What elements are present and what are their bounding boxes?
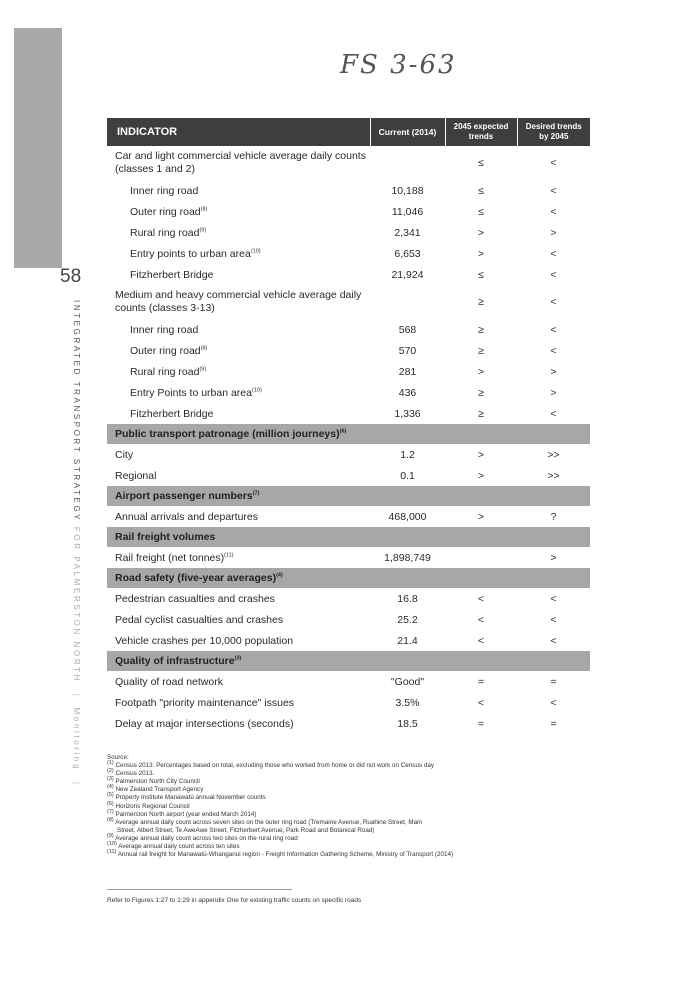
table-row xyxy=(107,146,590,180)
row-expected: < xyxy=(477,592,485,605)
source-text: Palmerston North airport (year ended March 2014) xyxy=(115,810,257,818)
source-item xyxy=(107,827,577,835)
row-expected: ≤ xyxy=(478,205,484,218)
sidebar-grey-bar xyxy=(14,28,62,268)
handwritten-note: FS 3-63 xyxy=(340,50,457,80)
row-desired: < xyxy=(550,247,557,260)
row-desired: > xyxy=(550,386,557,399)
section-label: Quality of infrastructure$^{(3)}$ xyxy=(107,651,590,671)
row-current: 568 xyxy=(398,323,417,336)
row-label: Fitzherbert Bridge xyxy=(130,268,214,281)
row-label: Rail freight (net tonnes)$^{(11)}$ xyxy=(115,551,234,564)
source-text: Census 2013. xyxy=(115,770,155,778)
table-row xyxy=(107,403,590,424)
table-row xyxy=(107,609,590,630)
row-current xyxy=(370,146,445,180)
row-desired: < xyxy=(550,323,557,336)
row-label: Quality of road network xyxy=(115,675,223,688)
section-header-infrastructure xyxy=(107,651,590,671)
source-item xyxy=(107,816,577,827)
row-label: Vehicle crashes per 10,000 population xyxy=(115,634,294,647)
row-label: Pedestrian casualties and crashes xyxy=(115,592,275,605)
source-text: Annual rail freight for Manawatū-Whanganui region - Freight Information Gathering Scheme, Ministry of Transport (2014) xyxy=(117,851,454,859)
section-header-road-safety xyxy=(107,568,590,588)
row-desired: > xyxy=(550,365,557,378)
source-number: (10) xyxy=(107,840,117,847)
row-current: 11,046 xyxy=(391,205,424,218)
source-item xyxy=(107,832,577,843)
row-label: Rural ring road$^{(9)}$ xyxy=(130,365,207,378)
row-current: 436 xyxy=(398,386,417,399)
row-current: "Good" xyxy=(390,675,425,688)
row-current xyxy=(370,285,445,319)
row-expected: ≤ xyxy=(478,184,484,197)
indicator-table xyxy=(107,118,590,734)
row-current: 570 xyxy=(398,344,417,357)
source-item xyxy=(107,800,577,811)
row-expected: > xyxy=(477,448,485,461)
row-desired: < xyxy=(550,156,557,169)
source-text: Street, Albert Street, Te AweAwe Street, Fitzherbert Avenue, Park Road and Botanical Road) xyxy=(117,826,375,834)
table-row xyxy=(107,285,590,319)
sidebar-vertical-title xyxy=(72,300,81,791)
row-expected: = xyxy=(477,717,485,730)
header-current: Current (2014) xyxy=(370,118,445,146)
row-expected: ≥ xyxy=(478,407,484,420)
source-text: Palmerston North City Council xyxy=(115,778,200,786)
table-row xyxy=(107,506,590,527)
row-expected: ≥ xyxy=(478,344,484,357)
sidebar-end-mark: | xyxy=(72,781,81,785)
table-row xyxy=(107,465,590,486)
row-current: 0.1 xyxy=(400,469,415,482)
source-number: (2) xyxy=(107,768,114,775)
row-desired: < xyxy=(550,407,557,420)
row-label: Outer ring road$^{(8)}$ xyxy=(130,205,208,218)
row-desired: ? xyxy=(550,510,557,523)
table-row xyxy=(107,222,590,243)
table-row xyxy=(107,264,590,285)
row-desired: < xyxy=(550,344,557,357)
row-expected: > xyxy=(477,365,485,378)
table-row xyxy=(107,713,590,734)
row-label: Inner ring road xyxy=(130,323,199,336)
section-label: Airport passenger numbers$^{(7)}$ xyxy=(107,486,590,506)
row-expected xyxy=(445,547,517,568)
row-desired: < xyxy=(550,295,557,308)
source-text: Average annual daily count across two sites on the rural ring road xyxy=(115,834,298,842)
row-expected: ≤ xyxy=(478,156,484,169)
source-text: Property Institute Manawatū annual November counts xyxy=(115,794,266,802)
row-desired: = xyxy=(550,717,557,730)
row-desired: = xyxy=(550,675,557,688)
source-item xyxy=(107,851,577,859)
source-item xyxy=(107,808,577,819)
row-label: Delay at major intersections (seconds) xyxy=(115,717,294,730)
source-number: (6) xyxy=(107,800,114,807)
row-current: 21.4 xyxy=(397,634,418,647)
table-row xyxy=(107,444,590,465)
section-label: Rail freight volumes xyxy=(107,527,590,547)
sidebar-subtitle: FOR PALMERSTON NORTH xyxy=(72,526,81,683)
source-number: (11) xyxy=(107,849,117,856)
row-label: Entry points to urban area$^{(10)}$ xyxy=(130,247,261,260)
section-label: Road safety (five-year averages)$^{(4)}$ xyxy=(107,568,590,588)
row-label: Rural ring road$^{(9)}$ xyxy=(130,226,207,239)
row-expected: ≥ xyxy=(478,295,484,308)
row-expected: > xyxy=(477,510,485,523)
row-current: 10,188 xyxy=(391,184,424,197)
row-desired: < xyxy=(550,613,557,626)
source-text: Census 2013. Percentages based on total, excluding those who worked from home or did not work on Census day xyxy=(115,762,435,770)
section-label: Public transport patronage (million journeys)$^{(6)}$ xyxy=(107,424,590,444)
table-row xyxy=(107,630,590,651)
source-number: (8) xyxy=(107,816,114,823)
source-item xyxy=(107,840,577,851)
row-current: 21,924 xyxy=(391,268,424,281)
source-number: (4) xyxy=(107,784,114,791)
source-number: (5) xyxy=(107,792,114,799)
header-indicator: INDICATOR xyxy=(107,118,370,146)
header-expected: 2045 expected trends xyxy=(445,118,517,146)
row-label: Annual arrivals and departures xyxy=(115,510,259,523)
source-number: (7) xyxy=(107,808,114,815)
row-desired: < xyxy=(550,634,557,647)
source-text: New Zealand Transport Agency xyxy=(115,786,204,794)
row-label: Fitzherbert Bridge xyxy=(130,407,214,420)
source-text: Average annual daily count across ten sites xyxy=(118,843,240,851)
row-current: 2,341 xyxy=(394,226,421,239)
footnote-divider xyxy=(107,889,292,890)
row-label: City xyxy=(115,448,134,461)
row-current: 1,898,749 xyxy=(384,551,431,564)
table-row xyxy=(107,382,590,403)
row-expected: ≥ xyxy=(478,323,484,336)
row-desired: < xyxy=(550,205,557,218)
sidebar-section: Monitoring xyxy=(72,707,81,772)
section-header-rail-freight xyxy=(107,527,590,547)
row-desired: < xyxy=(550,592,557,605)
page-number: 58 xyxy=(60,266,82,287)
table-row xyxy=(107,319,590,340)
row-current: 6,653 xyxy=(394,247,421,260)
row-label: Medium and heavy commercial vehicle average daily counts (classes 3-13) xyxy=(115,289,362,314)
row-expected: > xyxy=(477,226,485,239)
source-item xyxy=(107,762,577,770)
table-row xyxy=(107,588,590,609)
row-desired: > xyxy=(550,226,557,239)
row-current: 25.2 xyxy=(397,613,418,626)
table-row xyxy=(107,671,590,692)
row-label: Entry Points to urban area$^{(10)}$ xyxy=(130,386,262,399)
row-expected: = xyxy=(477,675,485,688)
row-expected: < xyxy=(477,634,485,647)
row-label: Regional xyxy=(115,469,157,482)
section-header-public-transport xyxy=(107,424,590,444)
row-current: 1,336 xyxy=(394,407,421,420)
row-label: Inner ring road xyxy=(130,184,199,197)
row-desired: < xyxy=(550,184,557,197)
row-label: Car and light commercial vehicle average daily counts (classes 1 and 2) xyxy=(115,150,366,175)
source-number: (3) xyxy=(107,776,114,783)
source-items xyxy=(107,762,577,859)
table-row xyxy=(107,243,590,264)
row-expected: > xyxy=(477,469,485,482)
header-desired: Desired trends by 2045 xyxy=(517,118,590,146)
table-header-row xyxy=(107,118,590,146)
source-text: Average annual daily count across seven sites on the outer ring road (Tremaine Avenue, Ruahine Street, Main xyxy=(115,818,423,826)
table-row xyxy=(107,547,590,568)
row-current: 468,000 xyxy=(388,510,427,523)
source-number: (9) xyxy=(107,832,114,839)
row-expected: ≤ xyxy=(478,268,484,281)
figure-reference-note: Refer to Figures 1:27 to 1:29 in appendix One for existing traffic counts on specific roads xyxy=(107,897,362,904)
source-text: Horizons Regional Council xyxy=(115,802,190,810)
table-row xyxy=(107,340,590,361)
row-label: Outer ring road$^{(8)}$ xyxy=(130,344,208,357)
row-expected: < xyxy=(477,613,485,626)
row-desired: >> xyxy=(547,448,560,461)
row-current: 18.5 xyxy=(397,717,418,730)
row-expected: < xyxy=(477,696,485,709)
row-current: 16.8 xyxy=(397,592,418,605)
table-row xyxy=(107,692,590,713)
row-expected: ≥ xyxy=(478,386,484,399)
row-label: Footpath "priority maintenance" issues xyxy=(115,696,295,709)
row-desired: < xyxy=(550,268,557,281)
row-label: Pedal cyclist casualties and crashes xyxy=(115,613,284,626)
table-row xyxy=(107,180,590,201)
table-row xyxy=(107,201,590,222)
source-number: (1) xyxy=(107,760,114,766)
row-current: 281 xyxy=(398,365,417,378)
sources-list xyxy=(107,754,577,859)
sidebar-title: INTEGRATED TRANSPORT STRATEGY xyxy=(72,300,81,523)
row-desired: < xyxy=(550,696,557,709)
row-expected: > xyxy=(477,247,485,260)
sources-heading: Source: xyxy=(107,754,129,761)
row-desired: > xyxy=(550,551,557,564)
sidebar-separator: | xyxy=(72,693,81,697)
section-header-airport xyxy=(107,486,590,506)
source-item xyxy=(107,794,577,802)
row-current: 3.5% xyxy=(395,696,420,709)
row-desired: >> xyxy=(547,469,560,482)
row-current: 1.2 xyxy=(400,448,415,461)
table-row xyxy=(107,361,590,382)
